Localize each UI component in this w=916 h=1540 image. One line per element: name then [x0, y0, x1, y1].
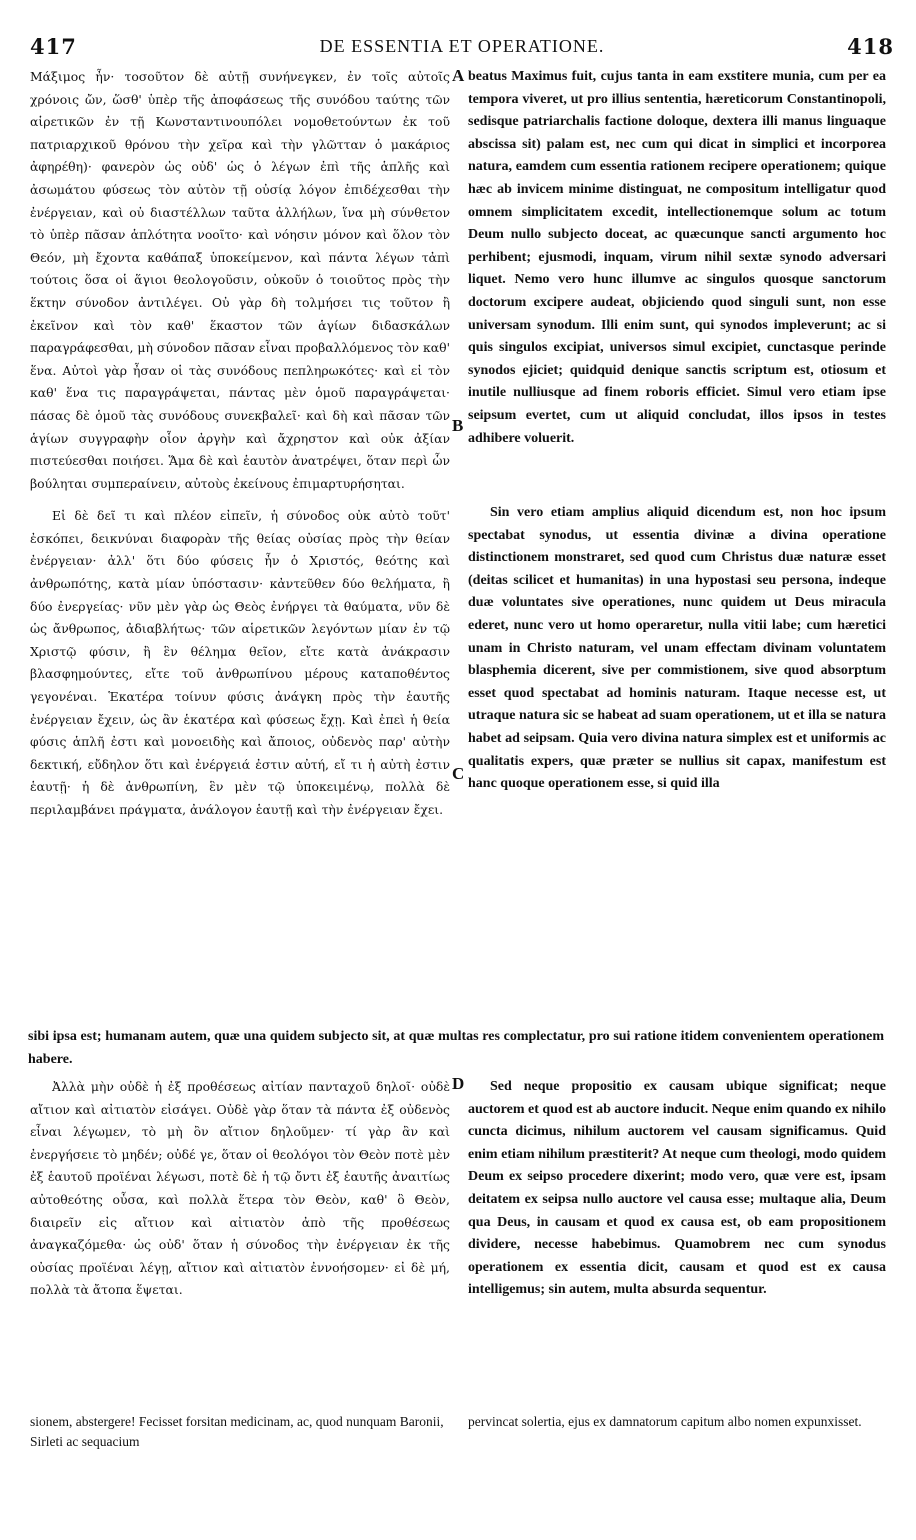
page-number-left: 417 — [30, 34, 77, 59]
margin-marker-b: B — [452, 416, 464, 435]
greek-column-lower — [30, 1076, 450, 1302]
latin-column — [468, 66, 886, 796]
latin-paragraph-3: Sed neque propositio ex causam ubique significat; neque auctorem et quod est ab auctore inducit. Neque enim quando ex nihilo cuncta dicimus, nihilum auctorem vel causam significamus. Quid enim etiam nihilum præstiterit? At neque cum theologi, modo quidem Deum ex seipso procedere dixerint; modo vero, quæ vere est, ipsam deitatem ex seipsa nullo auctore vel causa esse; multaque alia, Deum qua Deus, in causam et quod ex causa est, ob eam propositionem dividere, necesse habebimus. Quamobrem nec cum synodus operationem ex essentia dicit, causam et quod est ex causa intelligemus; sin autem, multa absurda sequentur. — [468, 1079, 886, 1298]
latin-column-lower — [468, 1076, 886, 1302]
margin-marker-a: A — [452, 66, 465, 85]
fullwidth-paragraph: sibi ipsa est; humanam autem, quæ una quidem subjecto sit, at quæ multas res complectatur, pro sui ratione itidem convenientem operationem habere. — [28, 1029, 884, 1067]
margin-marker-c: C — [452, 764, 465, 783]
page-number-right: 418 — [847, 34, 894, 59]
footnote-left: sionem, abstergere! Fecisset forsitan medicinam, ac, quod nunquam Baronii, Sirleti ac sequacium — [30, 1414, 444, 1449]
footnote-right: pervincat solertia, ejus ex damnatorum capitum albo nomen expunxisset. — [468, 1414, 862, 1429]
running-title: DE ESSENTIA ET OPERATIONE. — [319, 36, 605, 56]
greek-paragraph-1: Μάξιμος ἦν· τοσοῦτον δὲ αὐτῇ συνήνεγκεν, ἐν τοῖς αὐτοῖς χρόνοις ὤν, ὥσθ' ὑπὲρ τῆς ἀποφάσεως τῆς συνόδου ταύτης τῶν αἱρετικῶν ἐν τῇ Κωνσταντινουπόλει νομοθετούντων ἐκ τοῦ πατριαρχικοῦ θρόνου τὴν χεῖρα καὶ τὴν γλῶτταν ὁ μακάριος ἀφηρέθη)· φανερὸν ὡς οὐδ' ὡς ὁ λέγων ἐπὶ τῆς ἁπλῆς καὶ ἀσωμάτου φύσεως τὸν αὐτὸν τῇ οὐσίᾳ λόγον ἐπιδέχεσθαι τὴν ἐνέργειαν, καὶ οὐ διαστέλλων ταῦτα ἀλλήλων, ἵνα μὴ σύνθετον τὸ ὑπὲρ πᾶσαν ἁπλότητα νοοῖτο· καὶ νόησιν μόνον καὶ ὅλον τὸν Θεόν, μὴ ἔχοντα καθάπαξ ὑποκείμενον, καὶ πάντα λέγων τἀπὶ τούτοις ὅσα οἱ ἅγιοι θεολογοῦσιν, οὐκοῦν ὁ τοιοῦτος πρὸς τὴν ἕκτην σύνοδον ἀντιλέγει. Οὐ γὰρ δὴ τολμήσει τις τοῦτον ἢ ἐκεῖνον καὶ τὸν καθ' ἕκαστον τῶν ἁγίων διδασκάλων παραγράφεσθαι, μὴ σύνοδον πᾶσαν εἶναι προβαλλόμενος τὸν καθ' ἕνα. Αὐτοὶ γὰρ ἦσαν οἱ τὰς συνόδους πεπληρωκότες· καὶ εἰ τὸν καθ' ἕνα τις παραγράψεται, πάντας μὲν ὁμοῦ παραγράψεται· πάσας δὲ ὁμοῦ τὰς συνόδους συνεκβαλεῖ· καὶ δὴ καὶ πᾶσαν τῶν ἁγίων συγγραφὴν οἷον ἀργὴν καὶ ἄχρηστον καὶ οὐκ ἀξίαν πιστεύεσθαι ποιήσει. Ἅμα δὲ καὶ ἑαυτὸν ἀνατρέψει, ὅταν περὶ ὧν βούληται συμπεραίνειν, αὐτοὺς ἐκείνους ἐπιμαρτυρήσηται. — [30, 69, 450, 491]
greek-column — [30, 66, 450, 822]
latin-paragraph-1: beatus Maximus fuit, cujus tanta in eam exstitere munia, cum per ea tempora viveret, ut pro illius sententia, hæreticorum Constantinopoli, sedisque patriarchalis factione doloque, dextera illi manus linguaque abscissa sit) palam est, nec cum qui dicat in simplici et incorporea natura, eamdem cum essentia rationem recipere operationem; quique hæc ab invicem minime distinguat, ne compositum intelligatur quod omnem simplicitatem excedit, intellectionemque solum ac totum Deum nullo subjecto doceat, ac quæcunque sancti argumento hoc perhibent; ejusmodi, inquam, virum nihil sextæ synodo adversari liquet. Nemo vero hunc illumve ac singulos quosque sanctorum doctorum excipere audeat, objiciendo quod singuli sunt, non esse universam synodum. Illi enim sunt, qui synodos impleverunt; ac si quis singulos excipiat, universos simul excipiet, cunctasque perinde synodos ejiciet; quidquid denique sanctis scriptum est, otiosum et inutile nulliusque ad finem roboris efficiet. Simul vero etiam ipse seipsum evertet, cum ut aliquid concludat, illos ipsos in testes adhibere voluerit. — [468, 69, 886, 446]
greek-paragraph-2: Εἰ δὲ δεῖ τι καὶ πλέον εἰπεῖν, ἡ σύνοδος οὐκ αὐτὸ τοῦτ' ἐσκόπει, δεικνύναι διαφορὰν τῆς θείας οὐσίας πρὸς τὴν θείαν ἐνέργειαν· ἀλλ' ὅτι δύο φύσεις ἦν ὁ Χριστός, θεότης καὶ ἀνθρωπότης, κατὰ μίαν ὑπόστασιν· κἀντεῦθεν δύο θελήματα, ἢ δύο ἐνεργείας· νῦν μὲν γὰρ ὡς Θεὸς ἐνήργει τὰ θαύματα, νῦν δὲ ὡς ἄνθρωπος, ἀδιαβλήτως· τῶν αἱρετικῶν λεγόντων μίαν ἐν τῷ Χριστῷ φύσιν, ἢ ἓν θέλημα θεῖον, εἴτε κατὰ ἀνάκρασιν βλασφημούντες, εἴτε τοῦ ἀνθρωπίνου μέρους καταποθέντος γεγονέναι. Ἑκατέρα τοίνυν φύσις ἀνάγκη πρὸς τὴν ἑαυτῆς ἐνέργειαν ἔχειν, ὡς ἂν ἑκατέρα καὶ φύσεως ἔχῃ. Καὶ ἐπεὶ ἡ θεία φύσις ἁπλῆ ἐστι καὶ μονοειδὴς καὶ ἄποιος, οὐδενὸς παρ' αὐτὴν δεκτική, εὔδηλον ὅτι καὶ ἐνέργειά ἐστιν αὐτή, εἴ τι ἡ αὐτὴ ἐστιν ἑαυτῇ· ἡ δὲ ἀνθρωπίνη, ἓν μὲν τῷ ὑποκειμένῳ, πολλὰ δὲ περιλαμβάνει πράγματα, ἀνάλογον ἑαυτῇ καὶ τὴν ἐνέργειαν ἔχει. — [30, 508, 450, 817]
greek-paragraph-3: Ἀλλὰ μὴν οὐδὲ ἡ ἐξ προθέσεως αἰτίαν πανταχοῦ δηλοῖ· οὐδὲ αἴτιον καὶ αἰτιατὸν εἰσάγει. Οὐδὲ γὰρ ὅταν τὰ πάντα ἐξ οὐδενὸς εἶναι λέγωμεν, τὸ μὴ ὂν αἴτιον δηλοῦμεν· τί γὰρ ἂν καὶ ἐνεργήσειε τὸ μηδέν; οὐδέ γε, ὅταν οἱ θεολόγοι τὸν Θεὸν ποτὲ μὲν ἐξ ἑαυτοῦ προϊέναι λέγωσι, ποτὲ δὲ ἡ τῷ ὄντι ἐξ ἑαυτῆς ἀναιτίως αὐτοθεότης οὖσα, καὶ πολλὰ ἕτερα τὸν Θεὸν, καθ' ὃ Θεὸν, διαιρεῖν εἰς αἴτιον καὶ αἰτιατὸν ἀπὸ τῆς προθέσεως ἀναγκαζόμεθα· ὡς οὐδ' ὅταν ἡ σύνοδος τὴν ἐνέργειαν ἐκ τῆς οὐσίας προϊέναι λέγῃ, αἴτιον καὶ αἰτιατὸν ἐννοήσομεν· εἰ δὲ μή, πολλὰ τὰ ἄτοπα ἕψεται. — [30, 1079, 450, 1298]
latin-paragraph-2: Sin vero etiam amplius aliquid dicendum est, non hoc ipsum spectabat synodus, ut essentia divinæ a divina operatione distinctionem monstraret, sed quod cum Christus duæ naturæ esset (deitas scilicet et humanitas) in una hypostasi seu persona, indeque duæ voluntates sive operationes, nunc quidem ut Deus miracula ederet, nunc vero ut homo operaretur, nulla vitii labe; cum hæretici unam in Christo naturam, vel unam effectam divinam voluntatem blasphemia dicerent, sive per commistionem, sive quod absorptum esset quod spectabat ad hominis naturam. Itaque necesse est, ut utraque natura sic se habeat ad suam operationem, ut et illa se natura habet ad seipsam. Quia vero divina natura simplex est et uniformis ac qualitatis expers, quæ præter se nullius sit capax, manifestum est hanc quoque operationem esse, si quid illa — [468, 505, 886, 792]
running-header — [30, 34, 894, 62]
margin-marker-d: D — [452, 1074, 465, 1093]
